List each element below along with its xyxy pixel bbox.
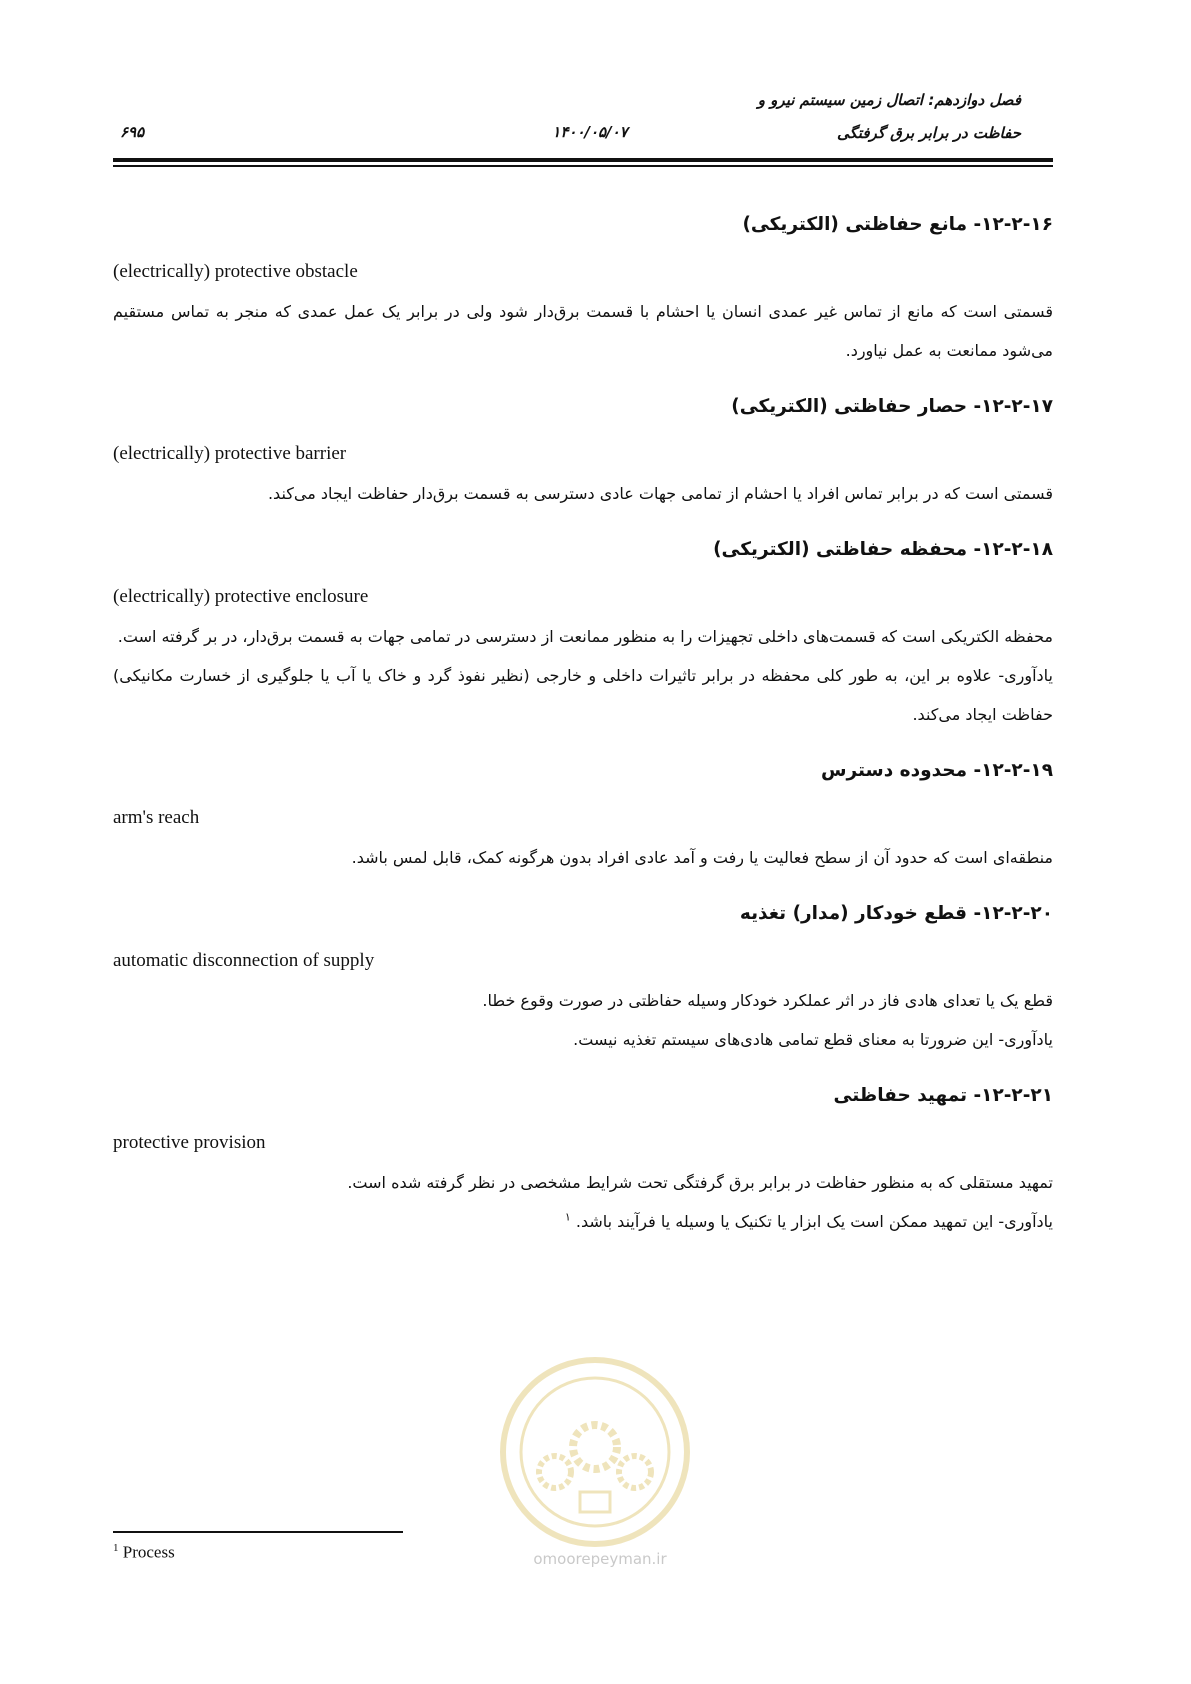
page-body [113, 210, 1053, 1263]
watermark-seal-icon [495, 1352, 695, 1552]
english-term: (electrically) protective obstacle [113, 261, 358, 282]
english-term: protective provision [113, 1132, 266, 1153]
section-title: ۱۲-۲-۲۰- قطع خودکار (مدار) تغذیه [739, 903, 1053, 924]
chapter-line-1: فصل دوازدهم: اتصال زمین سیستم نیرو و [757, 91, 1021, 109]
definition-paragraph: منطقه‌ای است که حدود آن از سطح فعالیت یا رفت و آمد عادی افراد بدون هرگونه کمک، قابل لمس باشد. [351, 848, 1053, 867]
section-title: ۱۲-۲-۱۹- محدوده دسترس [820, 760, 1053, 781]
note-text: یادآوری- این تمهید ممکن است یک ابزار یا تکنیک یا وسیله یا فرآیند باشد. [575, 1212, 1053, 1231]
definition-paragraph: قسمتی است که مانع از تماس غیر عمدی انسان یا احشام با قسمت برق‌دار شود ولی در برابر یک عمل عمدی که منجر به تماس مستقیم می‌شود ممانعت به عمل نیاورد. [113, 302, 1053, 360]
note-paragraph [113, 1202, 1053, 1241]
definition-paragraph: محفظه الکتریکی است که قسمت‌های داخلی تجهیزات را به منظور ممانعت از دسترسی در تمامی جهات به قسمت برق‌دار، در بر گرفته است. [117, 627, 1053, 646]
header-rule-thick [113, 158, 1053, 162]
section-19 [113, 756, 1053, 877]
section-title: ۱۲-۲-۲۱- تمهید حفاظتی [833, 1085, 1053, 1106]
footnote-text: Process [122, 1542, 175, 1562]
chapter-line-2: حفاظت در برابر برق گرفتگی [837, 124, 1021, 142]
note-paragraph: یادآوری- این ضرورتا به معنای قطع تمامی هادی‌های سیستم تغذیه نیست. [573, 1030, 1053, 1049]
footnote-rule [113, 1531, 403, 1533]
section-21 [113, 1081, 1053, 1241]
note-paragraph: یادآوری- علاوه بر این، به طور کلی محفظه در برابر تاثیرات داخلی و خارجی (نظیر نفوذ گرد و خاک یا آب یا جلوگیری از خسارت مکانیکی) حفاظت ایجاد می‌کند. [113, 666, 1053, 724]
section-18 [113, 535, 1053, 734]
english-term: (electrically) protective enclosure [113, 586, 369, 607]
section-title: ۱۲-۲-۱۸- محفظه حفاظتی (الکتریکی) [713, 539, 1053, 560]
footnote [113, 1542, 175, 1563]
section-20 [113, 899, 1053, 1059]
page-number: ۶۹۵ [120, 123, 145, 141]
english-term: (electrically) protective barrier [113, 443, 347, 464]
english-term: automatic disconnection of supply [113, 950, 375, 971]
footnote-number: 1 [113, 1542, 119, 1554]
section-17 [113, 392, 1053, 513]
definition-paragraph: تمهید مستقلی که به منظور حفاظت در برابر برق گرفتگی تحت شرایط مشخصی در نظر گرفته شده است. [347, 1173, 1053, 1192]
english-term: arm's reach [113, 807, 200, 828]
header-rule-thin [113, 165, 1053, 167]
watermark-url: omoorepeyman.ir [533, 1550, 667, 1568]
definition-paragraph: قطع یک یا تعدای هادی فاز در اثر عملکرد خودکار وسیله حفاظتی در صورت وقوع خطا. [482, 991, 1053, 1010]
header-date: ۱۴۰۰/۰۵/۰۷ [552, 123, 628, 141]
section-title: ۱۲-۲-۱۷- حصار حفاظتی (الکتریکی) [731, 396, 1053, 417]
section-title: ۱۲-۲-۱۶- مانع حفاظتی (الکتریکی) [742, 214, 1053, 235]
section-16 [113, 210, 1053, 370]
footnote-marker: ۱ [564, 1210, 571, 1224]
definition-paragraph: قسمتی است که در برابر تماس افراد یا احشام از تمامی جهات عادی دسترسی به قسمت برق‌دار حفاظت ایجاد می‌کند. [267, 484, 1053, 503]
chapter-heading [721, 84, 1021, 150]
